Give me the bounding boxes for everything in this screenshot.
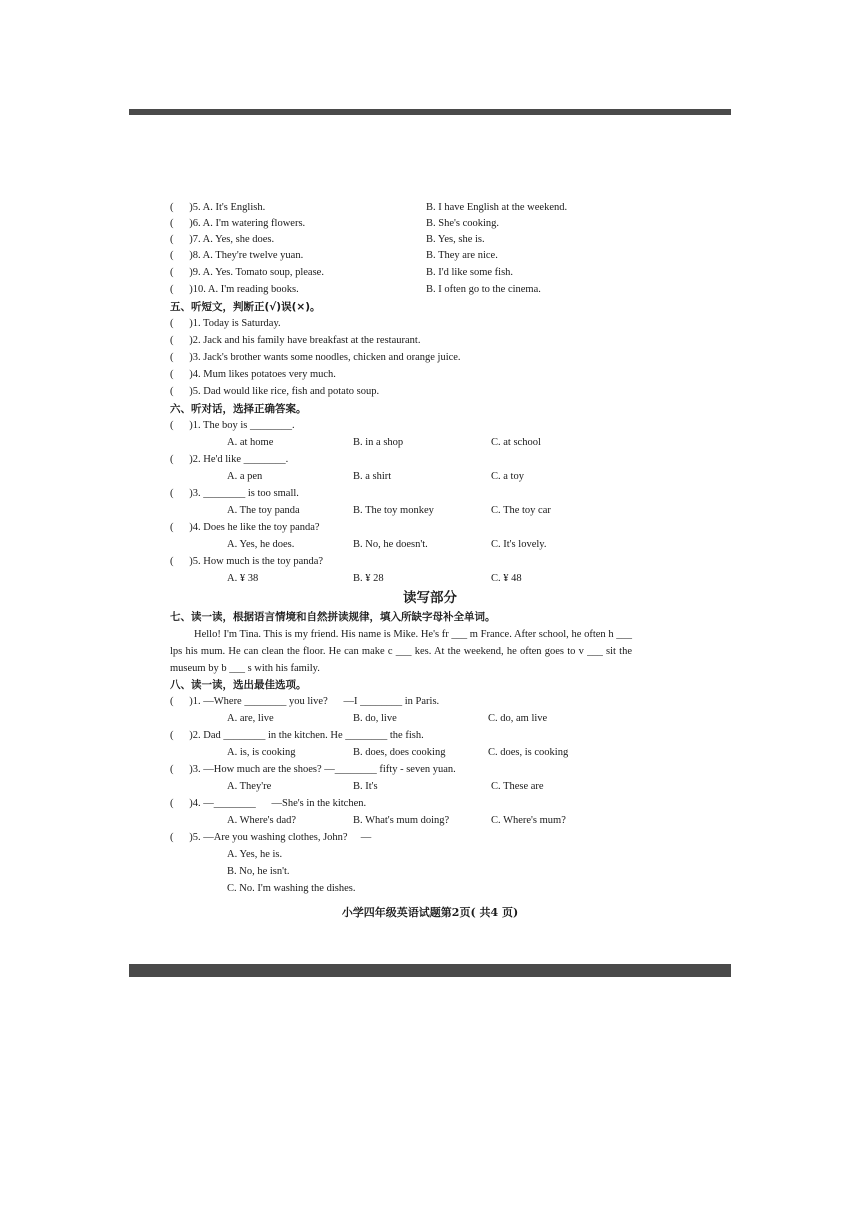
p8-q2-c: C. does, is cooking [488,747,569,758]
p8-q1-b: B. do, live [353,713,397,724]
p8-q5-c: C. No. I'm washing the dishes. [227,883,356,894]
p8-q1: ( )1. —Where ________ you live? —I ________ in Paris. [170,696,440,707]
p8-q3: ( )3. —How much are the shoes? —________ fifty - seven yuan. [170,764,456,775]
p4-q6-b: B. She's cooking. [426,218,500,229]
bottom-border-bar [129,964,731,977]
p6-q1: ( )1. The boy is ________. [170,420,295,431]
p6-q4-a: A. Yes, he does. [227,539,295,550]
p4-q7: ( )7. A. Yes, she does. [170,234,275,245]
p8-q3-c: C. These are [491,781,544,792]
p8-q3-a: A. They're [227,781,272,792]
p6-q4: ( )4. Does he like the toy panda? [170,522,320,533]
p6-q3: ( )3. ________ is too small. [170,488,299,499]
p8-q5-b: B. No, he isn't. [227,866,290,877]
p6-q3-c: C. The toy car [491,505,551,516]
p6-q3-b: B. The toy monkey [353,505,434,516]
p5-q2: ( )2. Jack and his family have breakfast at the restaurant. [170,335,421,346]
p6-q2-b: B. a shirt [353,471,392,482]
part6-title: 六、听对话，选择正确答案。 [170,403,307,415]
p4-q8-b: B. They are nice. [426,250,498,261]
p6-q2-a: A. a pen [227,471,263,482]
p6-q3-a: A. The toy panda [227,505,300,516]
p8-q5: ( )5. —Are you washing clothes, John? — [170,832,372,843]
p6-q4-b: B. No, he doesn't. [353,539,428,550]
p6-q5-c: C. ¥ 48 [491,573,522,584]
p8-q4-b: B. What's mum doing? [353,815,450,826]
p4-q5-b: B. I have English at the weekend. [426,202,568,213]
p8-q3-b: B. It's [353,781,378,792]
p8-q2-a: A. is, is cooking [227,747,296,758]
p4-q9: ( )9. A. Yes. Tomato soup, please. [170,267,324,278]
top-border-bar [129,109,731,115]
part7-passage: Hello! I'm Tina. This is my friend. His name is Mike. He's fr ___ m France. After school, he often h ___ lps his mum. He can clean the floor. He can make c ___ kes. At the weekend, he often goes to v ___ sit the museum by b ___ s with his family. [170,629,632,674]
part5-title: 五、听短文，判断正(√)误(×)。 [170,301,321,313]
p5-q4: ( )4. Mum likes potatoes very much. [170,369,336,380]
p4-q9-b: B. I'd like some fish. [426,267,514,278]
p5-q1: ( )1. Today is Saturday. [170,318,281,329]
p6-q2: ( )2. He'd like ________. [170,454,289,465]
p6-q5-b: B. ¥ 28 [353,573,384,584]
part8-title: 八、读一读，选出最佳选项。 [170,679,307,691]
p6-q4-c: C. It's lovely. [491,539,547,550]
p4-q5: ( )5. A. It's English. [170,202,266,213]
p8-q4-a: A. Where's dad? [227,815,297,826]
p8-q2-b: B. does, does cooking [353,747,446,758]
p6-q5: ( )5. How much is the toy panda? [170,556,324,567]
part7-title: 七、读一读，根据语言情境和自然拼读规律，填入所缺字母补全单词。 [170,611,496,623]
p4-q6: ( )6. A. I'm watering flowers. [170,218,306,229]
p5-q3: ( )3. Jack's brother wants some noodles, chicken and orange juice. [170,352,461,363]
p4-q8: ( )8. A. They're twelve yuan. [170,250,304,261]
p4-q10-b: B. I often go to the cinema. [426,284,541,295]
p6-q2-c: C. a toy [491,471,524,482]
p6-q1-a: A. at home [227,437,274,448]
p6-q1-c: C. at school [491,437,541,448]
p8-q4: ( )4. —________ —She's in the kitchen. [170,798,367,809]
p8-q2: ( )2. Dad ________ in the kitchen. He ________ the fish. [170,730,424,741]
p6-q1-b: B. in a shop [353,437,404,448]
p4-q10: ( )10. A. I'm reading books. [170,284,299,295]
p8-q1-c: C. do, am live [488,713,548,724]
p4-q7-b: B. Yes, she is. [426,234,485,245]
section-title: 读写部分 [403,590,457,606]
p5-q5: ( )5. Dad would like rice, fish and potato soup. [170,386,380,397]
p8-q4-c: C. Where's mum? [491,815,566,826]
p6-q5-a: A. ¥ 38 [227,573,259,584]
p8-q5-a: A. Yes, he is. [227,849,283,860]
page-footer: 小学四年级英语试题第2页( 共4 页) [341,906,519,919]
p8-q1-a: A. are, live [227,713,274,724]
